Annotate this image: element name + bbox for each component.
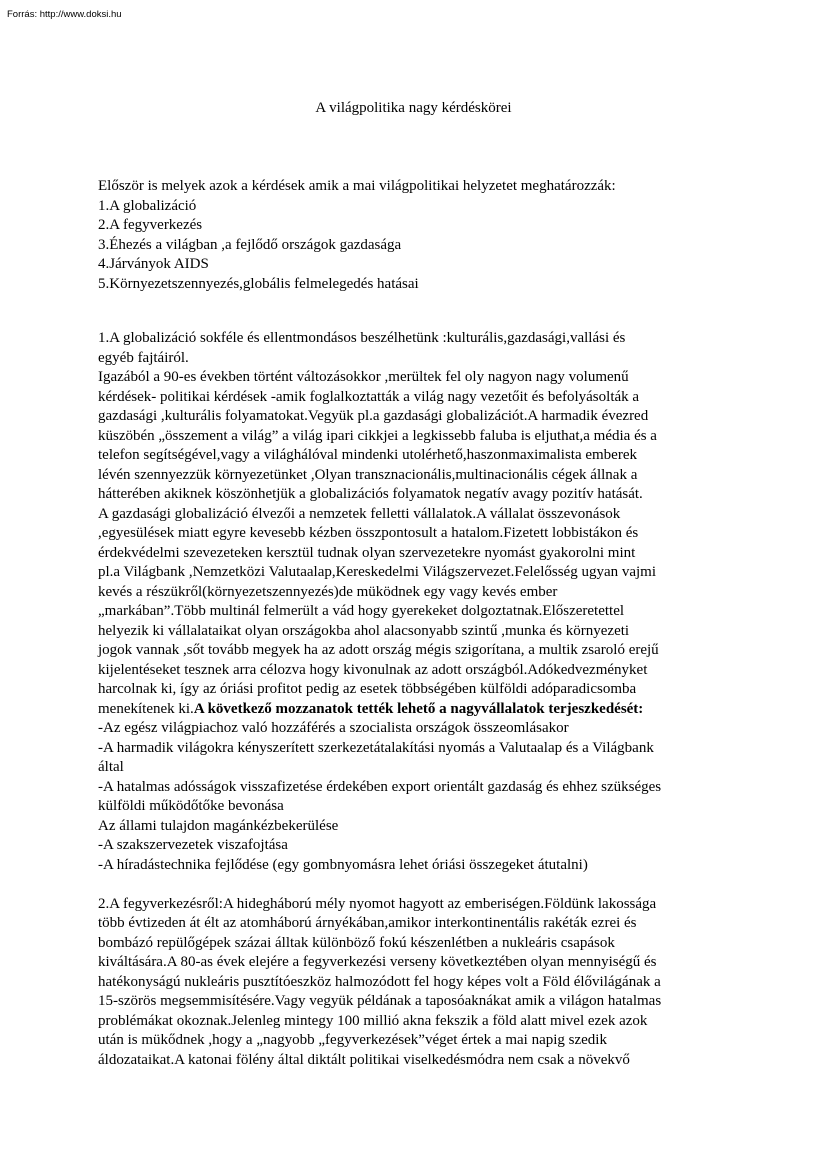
paragraph-line: egyéb fajtáiról.	[98, 349, 189, 366]
document-body	[98, 177, 738, 1070]
bullet-line: -Az egész világpiachoz való hozzáférés a szocialista országok összeomlásakor	[98, 720, 569, 736]
paragraph-line: helyezik ki vállalataikat olyan országokba ahol alacsonyabb szintű ,munka és környezeti	[98, 622, 630, 639]
paragraph-line: Igazából a 90-es években történt változásokkor ,merültek fel oly nagyon nagy volumenű	[98, 369, 629, 385]
paragraph-line: áldozataikat.A katonai fölény által diktált politikai viselkedésmódra nem csak a növekvő	[98, 1051, 630, 1068]
section-fegyverkezes	[98, 895, 738, 1071]
paragraph-line: kiváltására.A 80-as évek elejére a fegyverkezési verseny következtében olyan mennyiségű és	[98, 954, 657, 970]
paragraph-line-mixed	[98, 700, 738, 720]
paragraph-line: 2.A fegyverkezésről:A hidegháború mély nyomot hagyott az emberiségen.Földünk lakossága	[98, 895, 657, 912]
paragraph-line: hátterében akiknek köszönhetjük a globalizációs folyamatok negatív avagy pozitív hatását.	[98, 486, 643, 502]
bullet-line: -A hatalmas adósságok visszafizetése érdekében export orientált gazdaság és ehhez szükséges	[98, 778, 662, 795]
intro-item: 1.A globalizáció	[98, 197, 197, 214]
paragraph-line: problémákat okoznak.Jelenleg mintegy 100 millió akna fekszik a föld alatt mivel ezek azok	[98, 1012, 648, 1029]
paragraph-line: küszöbén „összement a világ” a világ ipari cikkjei a legkissebb faluba is eljuthat,a média és a	[98, 427, 657, 444]
intro-item: 3.Éhezés a világban ,a fejlődő országok gazdasága	[98, 236, 402, 253]
paragraph-line: bombázó repülőgépek százai álltak különböző fokú készenlétben a nukleáris csapások	[98, 934, 615, 951]
page-title: A világpolitika nagy kérdéskörei	[315, 100, 512, 116]
source-url: Forrás: http://www.doksi.hu	[7, 9, 122, 20]
paragraph-line: pl.a Világbank ,Nemzetközi Valutaalap,Kereskedelmi Világszervezet.Felelősség ugyan vajmi	[98, 564, 657, 580]
paragraph-line: lévén szennyezzük környezetünket ,Olyan transznacionális,multinacionális cégek állnak a	[98, 466, 638, 483]
intro-item: 5.Környezetszennyezés,globális felmelegedés hatásai	[98, 275, 419, 292]
paragraph-line: kérdések- politikai kérdések -amik foglalkoztatták a világ nagy vezetőit és befolyásolták a	[98, 388, 640, 405]
intro-lead: Először is melyek azok a kérdések amik a mai világpolitikai helyzetet meghatározzák:	[98, 178, 616, 194]
paragraph-line: „markában”.Több multinál felmerült a vád hogy gyerekeket dolgoztatnak.Előszeretettel	[98, 603, 625, 619]
bullet-line: Az állami tulajdon magánkézbekerülése	[98, 817, 339, 834]
bullet-line: -A híradástechnika fejlődése (egy gombnyomásra lehet óriási összegeket átutalni)	[98, 856, 588, 873]
paragraph-line: kevés a részükről(környezetszennyezés)de müködnek egy vagy kevés ember	[98, 583, 558, 600]
paragraph-line: ,egyesülések miatt egyre kevesebb kézben összpontosult a hatalom.Fizetett lobbistákon és	[98, 525, 639, 541]
paragraph-line: harcolnak ki, így az óriási profitot pedig az esetek többségében külföldi adóparadicsomba	[98, 681, 637, 697]
section-globalizacio	[98, 329, 738, 875]
paragraph-line: 15-szörös megsemmisítésére.Vagy vegyük példának a taposóaknákat amik a világon hatalmas	[98, 993, 662, 1009]
paragraph-line: kijelentéseket tesznek arra célozva hogy kivonulnak az adott országból.Adókedvezményket	[98, 661, 648, 678]
paragraph-line: A gazdasági globalizáció élvezői a nemzetek felletti vállalatok.A vállalat összevonások	[98, 505, 621, 522]
paragraph-line: után is mükődnek ,hogy a „nagyobb „fegyverkezések”véget értek a mai napig szedik	[98, 1032, 607, 1048]
paragraph-line: 1.A globalizáció sokféle és ellentmondásos beszélhetünk :kulturális,gazdasági,vallási és	[98, 330, 626, 346]
paragraph-line: érdekvédelmi szevezeteken kersztül tudnak olyan szervezetekre nyomást gyakorolni mint	[98, 544, 636, 561]
paragraph-line: gazdasági ,kulturális folyamatokat.Vegyük pl.a gazdasági globalizációt.A harmadik évezred	[98, 408, 649, 424]
paragraph-line: telefon segítségével,vagy a világhálóval mindenki utolérhető,haszonmaximalista emberek	[98, 447, 637, 463]
paragraph-line: több évtizeden át élt az atomháború árnyékában,amikor interkontinentális rakéták ezrei és	[98, 915, 637, 931]
bullet-line: -A harmadik világokra kényszerített szerkezetátalakítási nyomás a Valutaalap és a Világbank	[98, 739, 654, 756]
intro-item: 2.A fegyverkezés	[98, 217, 203, 233]
bullet-line: -A szakszervezetek viszafojtása	[98, 837, 288, 853]
bullet-line: külföldi működőtőke bevonása	[98, 798, 284, 814]
paragraph-line: hatékonyságú nukleáris pusztítóeszköz halmozódott fel hogy képes volt a Föld élővilágának a	[98, 973, 661, 990]
intro-item: 4.Járványok AIDS	[98, 256, 209, 272]
bold-heading: A következő mozzanatok tették lehető a nagyvállalatok terjeszkedését:	[193, 700, 644, 717]
bullet-line: által	[98, 759, 124, 775]
paragraph-line: jogok vannak ,sőt tovább megyek ha az adott ország mégis szigorítana, a multik zsaroló erejű	[98, 642, 659, 658]
paragraph-text: menekítenek ki.	[98, 700, 194, 717]
